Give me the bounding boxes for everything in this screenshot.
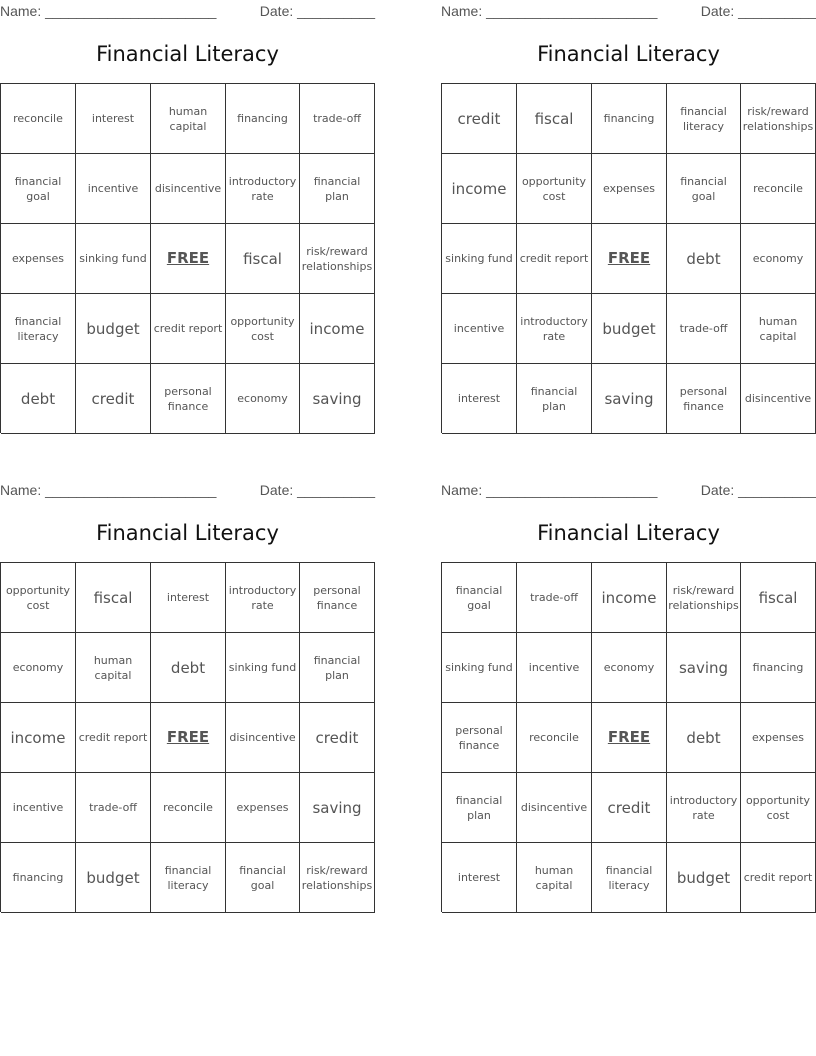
bingo-cell: personal finance xyxy=(667,364,741,434)
bingo-cell: credit xyxy=(442,84,517,154)
bingo-cell: sinking fund xyxy=(76,224,151,294)
bingo-cell: economy xyxy=(1,633,76,703)
bingo-cell: fiscal xyxy=(76,563,151,633)
free-space-cell: FREE xyxy=(151,224,226,294)
bingo-cell: introductory rate xyxy=(226,563,300,633)
name-field-label: Name: ______________________ xyxy=(441,482,658,498)
bingo-cell: financial literacy xyxy=(1,294,76,364)
bingo-cell: financing xyxy=(226,84,300,154)
bingo-cell: fiscal xyxy=(741,563,816,633)
bingo-cell: budget xyxy=(76,294,151,364)
bingo-cell: incentive xyxy=(76,154,151,224)
bingo-cell: saving xyxy=(300,773,375,843)
bingo-cell: credit xyxy=(592,773,667,843)
bingo-cell: debt xyxy=(667,703,741,773)
bingo-cell: incentive xyxy=(517,633,592,703)
bingo-grid xyxy=(441,83,816,433)
bingo-cell: debt xyxy=(1,364,76,434)
free-space-cell: FREE xyxy=(592,703,667,773)
bingo-cell: financial goal xyxy=(442,563,517,633)
name-date-header xyxy=(0,3,375,19)
card-title: Financial Literacy xyxy=(537,521,720,545)
bingo-cell: saving xyxy=(667,633,741,703)
bingo-cell: economy xyxy=(592,633,667,703)
bingo-cell: incentive xyxy=(442,294,517,364)
bingo-cell: fiscal xyxy=(226,224,300,294)
bingo-cell: introductory rate xyxy=(517,294,592,364)
bingo-grid xyxy=(0,83,375,433)
bingo-cell: economy xyxy=(226,364,300,434)
bingo-cell: trade-off xyxy=(300,84,375,154)
bingo-cell: interest xyxy=(151,563,226,633)
bingo-cell: opportunity cost xyxy=(517,154,592,224)
bingo-cell: debt xyxy=(667,224,741,294)
bingo-cell: personal finance xyxy=(442,703,517,773)
bingo-cell: human capital xyxy=(76,633,151,703)
bingo-cell: disincentive xyxy=(517,773,592,843)
name-date-header xyxy=(0,482,375,498)
bingo-cell: credit report xyxy=(517,224,592,294)
bingo-cell: credit report xyxy=(741,843,816,913)
bingo-cell: financial plan xyxy=(517,364,592,434)
bingo-cell: disincentive xyxy=(741,364,816,434)
date-field-label: Date: __________ xyxy=(700,3,816,19)
bingo-cell: reconcile xyxy=(1,84,76,154)
bingo-cell: opportunity cost xyxy=(1,563,76,633)
name-date-header xyxy=(441,3,816,19)
bingo-cell: personal finance xyxy=(300,563,375,633)
bingo-cell: expenses xyxy=(1,224,76,294)
date-field-label: Date: __________ xyxy=(700,482,816,498)
bingo-cell: trade-off xyxy=(667,294,741,364)
bingo-cell: interest xyxy=(442,364,517,434)
bingo-cell: incentive xyxy=(1,773,76,843)
bingo-cell: risk/reward relationships xyxy=(667,563,741,633)
bingo-cell: trade-off xyxy=(517,563,592,633)
bingo-cell: budget xyxy=(592,294,667,364)
bingo-grid xyxy=(0,562,375,912)
bingo-cell: human capital xyxy=(741,294,816,364)
bingo-cell: economy xyxy=(741,224,816,294)
bingo-cell: expenses xyxy=(226,773,300,843)
bingo-cell: credit xyxy=(76,364,151,434)
bingo-cell: debt xyxy=(151,633,226,703)
bingo-grid xyxy=(441,562,816,912)
bingo-cell: financial goal xyxy=(667,154,741,224)
bingo-cell: reconcile xyxy=(517,703,592,773)
bingo-cell: financial literacy xyxy=(592,843,667,913)
bingo-cell: income xyxy=(1,703,76,773)
bingo-cell: introductory rate xyxy=(226,154,300,224)
bingo-cell: budget xyxy=(667,843,741,913)
bingo-cell: expenses xyxy=(741,703,816,773)
bingo-cell: credit xyxy=(300,703,375,773)
bingo-cell: sinking fund xyxy=(442,633,517,703)
free-space-cell: FREE xyxy=(151,703,226,773)
bingo-cell: financial goal xyxy=(226,843,300,913)
bingo-cell: income xyxy=(442,154,517,224)
card-title: Financial Literacy xyxy=(96,42,279,66)
bingo-cell: financing xyxy=(741,633,816,703)
bingo-cell: risk/reward relationships xyxy=(300,224,375,294)
bingo-cell: human capital xyxy=(517,843,592,913)
bingo-cell: saving xyxy=(592,364,667,434)
bingo-cell: interest xyxy=(442,843,517,913)
bingo-cell: income xyxy=(592,563,667,633)
bingo-cell: disincentive xyxy=(226,703,300,773)
bingo-cell: sinking fund xyxy=(226,633,300,703)
bingo-cell: disincentive xyxy=(151,154,226,224)
bingo-cell: risk/reward relationships xyxy=(300,843,375,913)
bingo-cell: income xyxy=(300,294,375,364)
bingo-cell: expenses xyxy=(592,154,667,224)
name-field-label: Name: ______________________ xyxy=(441,3,658,19)
date-field-label: Date: __________ xyxy=(259,482,375,498)
card-title: Financial Literacy xyxy=(96,521,279,545)
bingo-cell: credit report xyxy=(151,294,226,364)
bingo-cell: financial plan xyxy=(300,154,375,224)
date-field-label: Date: __________ xyxy=(259,3,375,19)
bingo-cell: financial literacy xyxy=(151,843,226,913)
free-space-cell: FREE xyxy=(592,224,667,294)
bingo-cell: personal finance xyxy=(151,364,226,434)
bingo-cell: financing xyxy=(1,843,76,913)
bingo-cell: interest xyxy=(76,84,151,154)
bingo-cell: opportunity cost xyxy=(226,294,300,364)
bingo-cell: trade-off xyxy=(76,773,151,843)
bingo-cell: sinking fund xyxy=(442,224,517,294)
bingo-cell: financial plan xyxy=(300,633,375,703)
name-field-label: Name: ______________________ xyxy=(0,482,217,498)
bingo-cell: budget xyxy=(76,843,151,913)
bingo-cell: introductory rate xyxy=(667,773,741,843)
card-title: Financial Literacy xyxy=(537,42,720,66)
bingo-cell: risk/reward relationships xyxy=(741,84,816,154)
bingo-cell: reconcile xyxy=(151,773,226,843)
name-date-header xyxy=(441,482,816,498)
bingo-cell: credit report xyxy=(76,703,151,773)
bingo-cell: financial plan xyxy=(442,773,517,843)
bingo-cell: financial goal xyxy=(1,154,76,224)
bingo-cell: financing xyxy=(592,84,667,154)
bingo-cell: reconcile xyxy=(741,154,816,224)
name-field-label: Name: ______________________ xyxy=(0,3,217,19)
bingo-cell: human capital xyxy=(151,84,226,154)
bingo-cell: opportunity cost xyxy=(741,773,816,843)
bingo-cell: financial literacy xyxy=(667,84,741,154)
bingo-cell: fiscal xyxy=(517,84,592,154)
bingo-cell: saving xyxy=(300,364,375,434)
